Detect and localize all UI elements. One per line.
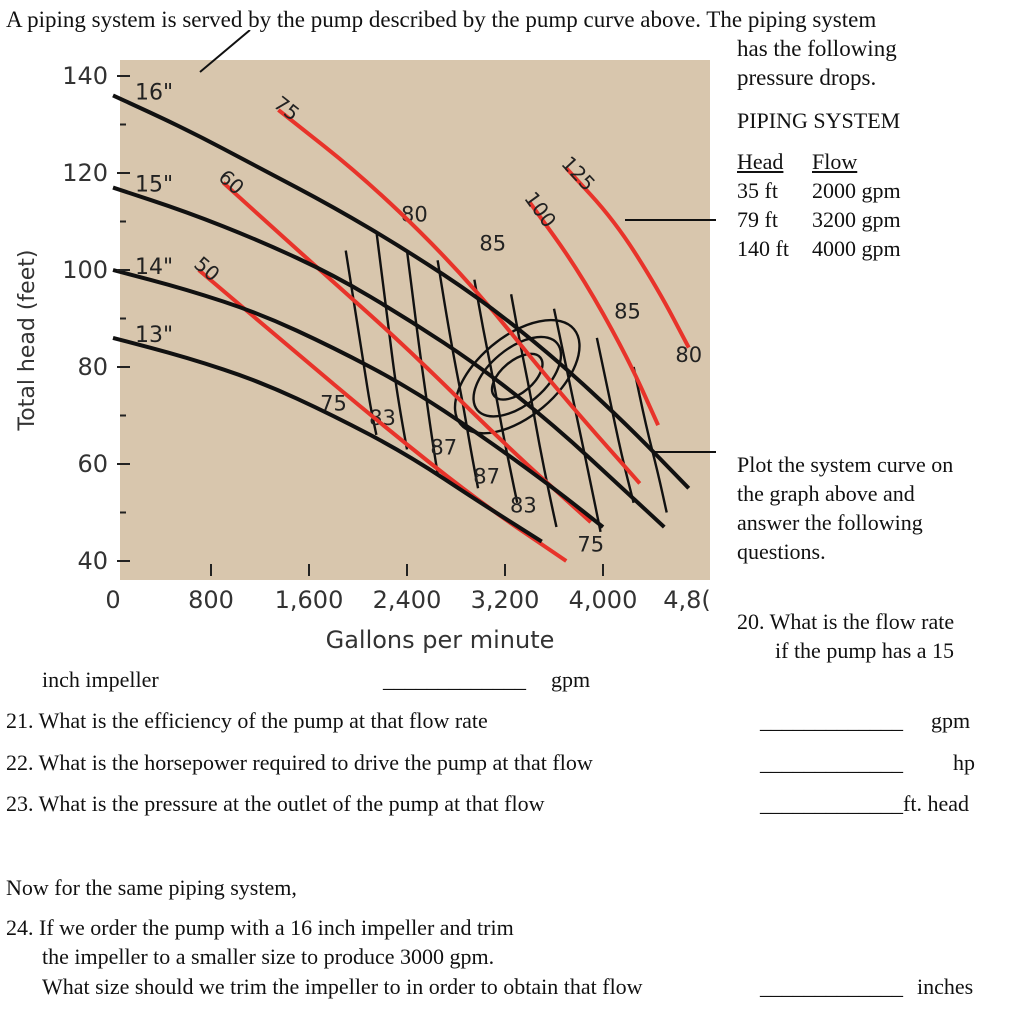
efficiency-label: 83 xyxy=(369,406,396,431)
x-tick-label: 2,400 xyxy=(372,586,442,614)
efficiency-label: 80 xyxy=(675,343,703,368)
x-axis-label: Gallons per minute xyxy=(325,626,555,654)
horsepower-label: 60 xyxy=(213,164,249,200)
y-tick-label: 100 xyxy=(62,256,108,284)
answer-blank-20[interactable]: _____________ xyxy=(383,667,526,692)
unit-22: hp xyxy=(953,750,975,775)
impeller-label: 16" xyxy=(135,80,174,106)
unit-24: inches xyxy=(917,974,974,999)
efficiency-label: 75 xyxy=(577,532,605,557)
plot-instruction-4: questions. xyxy=(737,539,826,564)
y-axis-label: Total head (feet) xyxy=(15,249,40,431)
efficiency-label: 83 xyxy=(510,493,537,518)
question-20-line2: if the pump has a 15 xyxy=(775,638,955,663)
row-flow: 4000 gpm xyxy=(812,236,901,261)
efficiency-label: 75 xyxy=(320,391,347,416)
question-24-line3: What size should we trim the impeller to in order to obtain that flow xyxy=(42,974,643,999)
row-head: 35 ft xyxy=(737,178,778,203)
horsepower-label: 100 xyxy=(519,186,562,232)
efficiency-label: 87 xyxy=(430,435,458,460)
horsepower-label: 125 xyxy=(556,151,601,196)
sidebar-line1: has the following xyxy=(737,36,897,61)
x-tick-label: 0 xyxy=(105,586,121,614)
x-tick-label: 800 xyxy=(188,586,234,614)
answer-blank-21[interactable]: _____________ xyxy=(760,708,903,733)
x-tick-label: 1,600 xyxy=(274,586,344,614)
question-24-line1: 24. If we order the pump with a 16 inch impeller and trim xyxy=(6,915,514,940)
unit-21: gpm xyxy=(931,708,971,733)
answer-blank-23[interactable]: _____________ xyxy=(760,791,903,816)
unit-20: gpm xyxy=(551,667,591,692)
same-system-intro: Now for the same piping system, xyxy=(6,875,297,900)
unit-23: ft. head xyxy=(903,791,969,816)
question-21: 21. What is the efficiency of the pump at that flow rate xyxy=(6,708,488,733)
y-tick-label: 60 xyxy=(77,450,108,478)
x-tick-label: 4,000 xyxy=(568,586,638,614)
plot-instruction-2: the graph above and xyxy=(737,481,915,506)
pump-curve-chart xyxy=(0,30,720,670)
y-tick-label: 80 xyxy=(77,353,108,381)
plot-instruction-1: Plot the system curve on xyxy=(737,452,954,477)
answer-blank-24[interactable]: _____________ xyxy=(760,974,903,999)
question-20-line1: 20. What is the flow rate xyxy=(737,609,955,634)
y-tick-label: 40 xyxy=(77,547,108,575)
x-tick-label: 4,8( xyxy=(663,586,711,614)
sidebar-line2: pressure drops. xyxy=(737,65,877,90)
row-flow: 2000 gpm xyxy=(812,178,901,203)
horsepower-label: 75 xyxy=(269,91,305,126)
question-23: 23. What is the pressure at the outlet of the pump at that flow xyxy=(6,791,545,816)
question-20-line3: inch impeller xyxy=(42,667,159,692)
y-tick-label: 120 xyxy=(62,159,108,187)
row-head: 79 ft xyxy=(737,207,778,232)
row-flow: 3200 gpm xyxy=(812,207,901,232)
horsepower-label: 50 xyxy=(189,251,225,287)
y-tick-label: 140 xyxy=(62,62,108,90)
question-24-line2: the impeller to a smaller size to produce 3000 gpm. xyxy=(42,944,495,969)
efficiency-label: 87 xyxy=(473,464,500,489)
intro-text: A piping system is served by the pump described by the pump curve above. The piping system xyxy=(6,7,877,32)
plot-instruction-3: answer the following xyxy=(737,510,923,535)
answer-blank-22[interactable]: _____________ xyxy=(760,750,903,775)
impeller-label: 13" xyxy=(135,322,174,348)
impeller-label: 14" xyxy=(135,255,174,280)
efficiency-label: 80 xyxy=(400,202,428,227)
impeller-label: 15" xyxy=(135,172,174,198)
question-22: 22. What is the horsepower required to drive the pump at that flow xyxy=(6,750,593,775)
efficiency-label: 85 xyxy=(614,299,641,324)
piping-system-title: PIPING SYSTEM xyxy=(737,108,901,133)
efficiency-label: 85 xyxy=(479,231,507,256)
x-tick-label: 3,200 xyxy=(470,586,540,614)
table-head-header: Head xyxy=(737,149,784,174)
row-head: 140 ft xyxy=(737,236,789,261)
table-flow-header: Flow xyxy=(812,149,858,174)
